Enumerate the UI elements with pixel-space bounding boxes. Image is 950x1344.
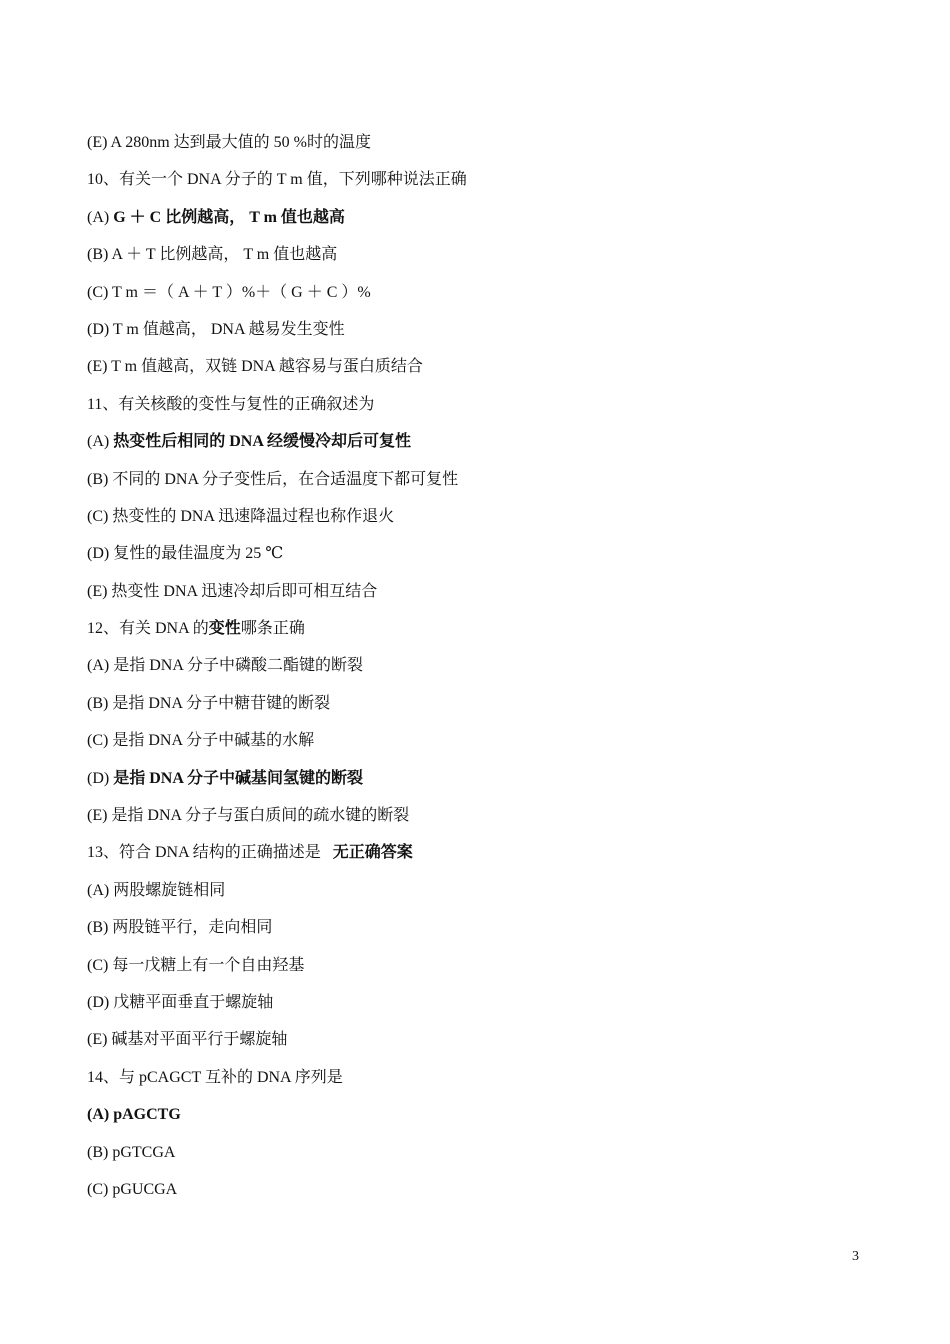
text: (C) 热变性的 DNA 迅速降温过程也称作退火 — [87, 507, 395, 525]
line-q12-d — [87, 764, 887, 801]
line-q9-e — [87, 128, 887, 165]
bold-text: G ＋ C 比例越高， T m 值也越高 — [113, 208, 345, 226]
question-list — [87, 128, 887, 1212]
line-q11 — [87, 390, 887, 427]
text: 13、符合 DNA 结构的正确描述是 — [87, 844, 333, 862]
text: (B) 两股链平行，走向相同 — [87, 919, 273, 937]
line-q10-d — [87, 315, 887, 352]
line-q11-b — [87, 465, 887, 502]
text: (E) 热变性 DNA 迅速冷却后即可相互结合 — [87, 582, 378, 600]
text: (B) pGTCGA — [87, 1143, 176, 1161]
text: 12、有关 DNA 的 — [87, 620, 209, 638]
text: 11、有关核酸的变性与复性的正确叙述为 — [87, 395, 375, 413]
line-q10-b — [87, 240, 887, 277]
line-q12-e — [87, 801, 887, 838]
text: (D) 复性的最佳温度为 25 ℃ — [87, 545, 284, 563]
line-q13 — [87, 838, 887, 875]
text: (C) T m ＝（ A ＋ T ）%＋（ G ＋ C ）% — [87, 283, 371, 301]
line-q10-c — [87, 278, 887, 315]
text: (D) — [87, 769, 114, 787]
text: 哪条正确 — [240, 620, 305, 638]
bold-text: (A) pAGCTG — [87, 1106, 181, 1124]
text: 14、与 pCAGCT 互补的 DNA 序列是 — [87, 1068, 343, 1086]
line-q14 — [87, 1063, 887, 1100]
bold-text: 变性 — [208, 620, 241, 638]
text: (E) T m 值越高，双链 DNA 越容易与蛋白质结合 — [87, 358, 423, 376]
line-q14-a — [87, 1100, 887, 1137]
text: (E) 是指 DNA 分子与蛋白质间的疏水键的断裂 — [87, 807, 410, 825]
line-q14-c — [87, 1175, 887, 1212]
line-q14-b — [87, 1138, 887, 1175]
text: (A) 是指 DNA 分子中磷酸二酯键的断裂 — [87, 657, 363, 675]
line-q12-c — [87, 726, 887, 763]
text: (D) T m 值越高， DNA 越易发生变性 — [87, 320, 345, 338]
line-q13-a — [87, 876, 887, 913]
line-q11-e — [87, 577, 887, 614]
text: (E) 碱基对平面平行于螺旋轴 — [87, 1031, 288, 1049]
line-q11-d — [87, 539, 887, 576]
line-q13-b — [87, 913, 887, 950]
text: (C) 每一戊糖上有一个自由羟基 — [87, 956, 305, 974]
text: (B) A ＋ T 比例越高， T m 值也越高 — [87, 246, 338, 264]
text: (A) — [87, 433, 114, 451]
line-q13-e — [87, 1025, 887, 1062]
line-q12 — [87, 614, 887, 651]
text: (C) pGUCGA — [87, 1180, 178, 1198]
line-q12-b — [87, 689, 887, 726]
text: (B) 是指 DNA 分子中糖苷键的断裂 — [87, 694, 331, 712]
text: (A) — [87, 208, 114, 226]
line-q10-a — [87, 203, 887, 240]
line-q11-c — [87, 502, 887, 539]
bold-text: 热变性后相同的 DNA 经缓慢冷却后可复性 — [113, 433, 412, 451]
text: (E) A 280nm 达到最大值的 50 %时的温度 — [87, 134, 371, 151]
line-q10 — [87, 165, 887, 202]
text: (D) 戊糖平面垂直于螺旋轴 — [87, 993, 274, 1011]
bold-text: 是指 DNA 分子中碱基间氢键的断裂 — [113, 769, 364, 787]
line-q11-a — [87, 427, 887, 464]
text: (A) 两股螺旋链相同 — [87, 881, 226, 899]
text: (B) 不同的 DNA 分子变性后，在合适温度下都可复性 — [87, 470, 459, 488]
line-q12-a — [87, 651, 887, 688]
text: (C) 是指 DNA 分子中碱基的水解 — [87, 732, 315, 750]
bold-text: 无正确答案 — [332, 844, 413, 862]
line-q10-e — [87, 352, 887, 389]
text: 10、有关一个 DNA 分子的 T m 值，下列哪种说法正确 — [87, 171, 467, 189]
line-q13-c — [87, 951, 887, 988]
page-number: 3 — [852, 1249, 859, 1264]
line-q13-d — [87, 988, 887, 1025]
